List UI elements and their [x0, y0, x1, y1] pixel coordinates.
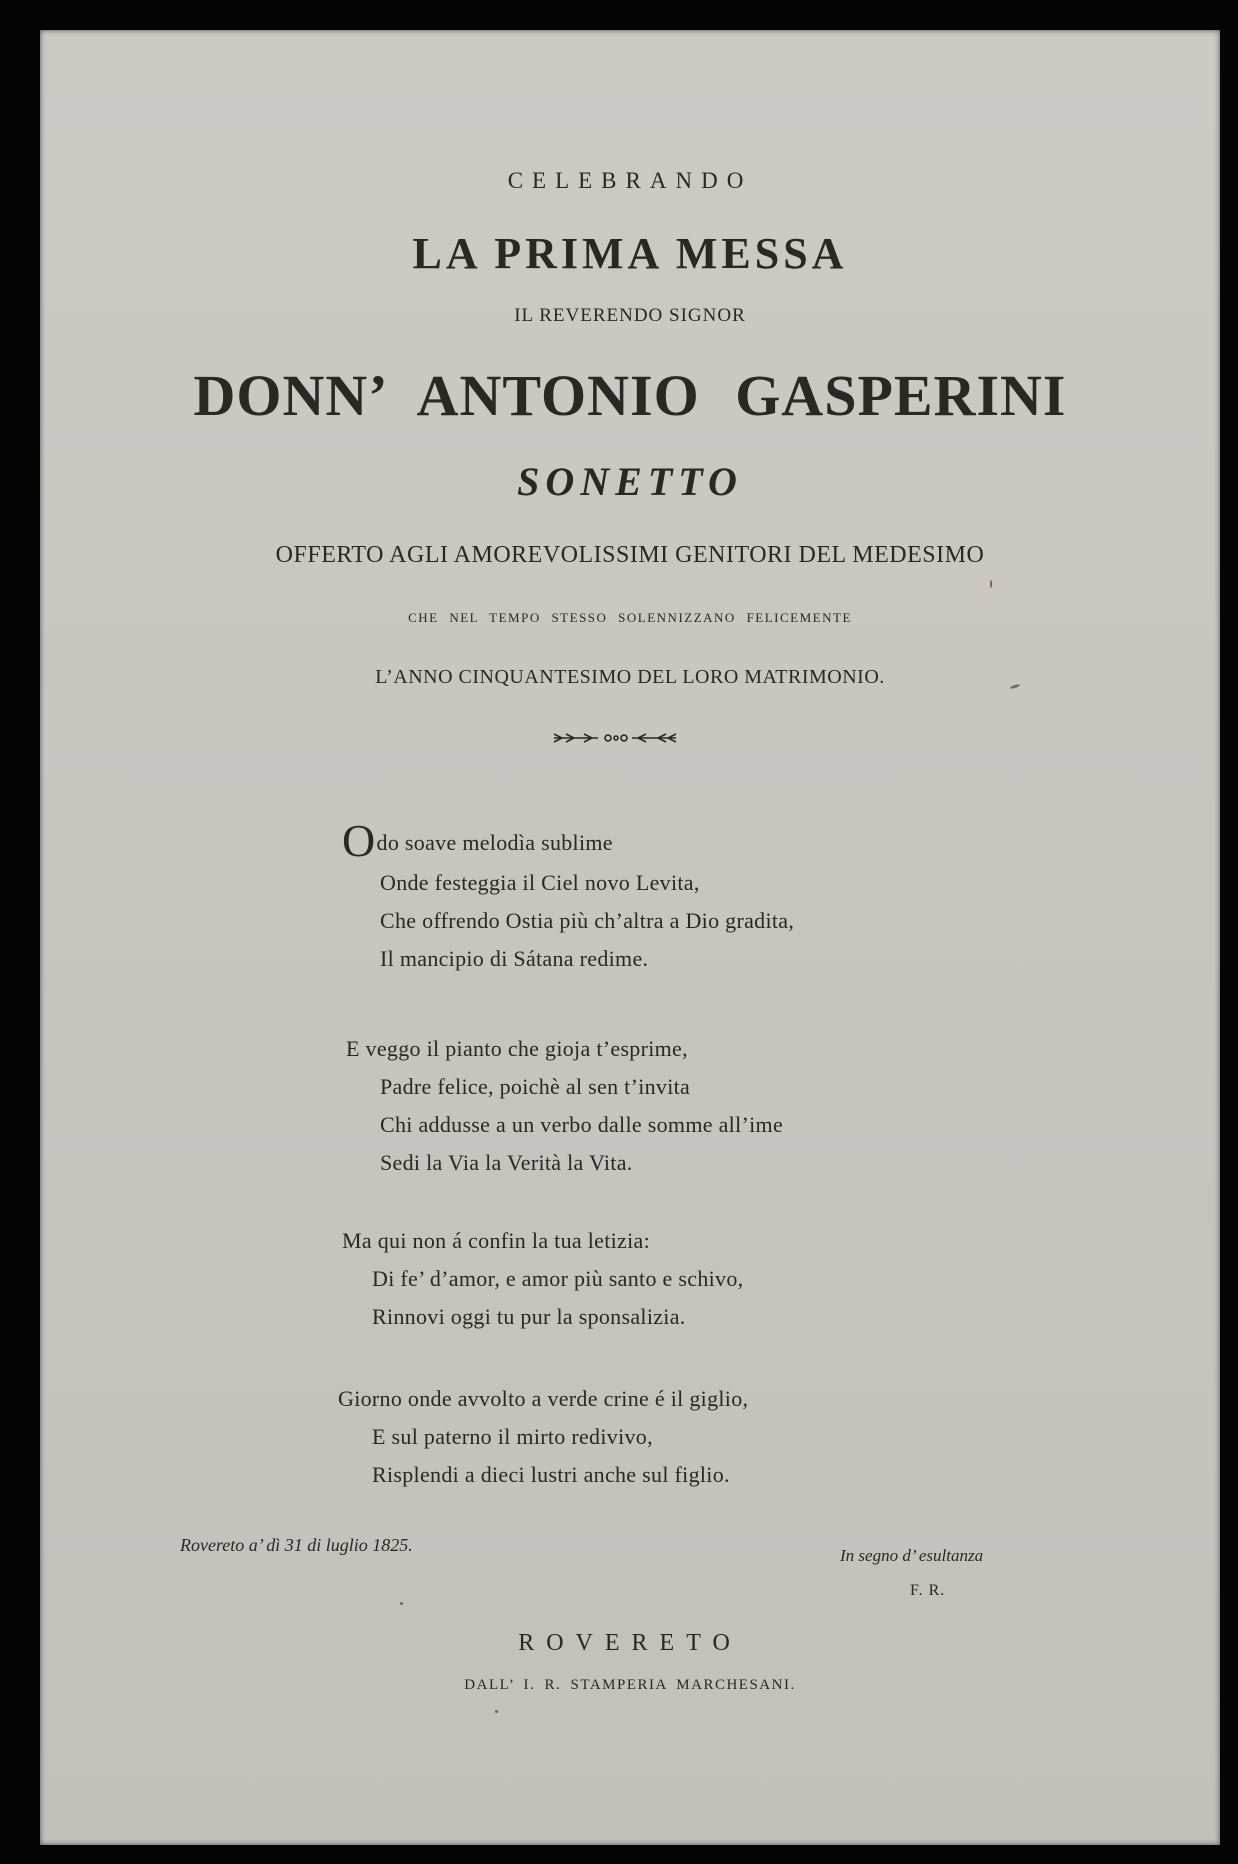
heading-celebrando: CELEBRANDO — [507, 168, 753, 193]
verse-line: Che offrendo Ostia più ch’altra a Dio gradita, — [380, 908, 795, 933]
verse-line: Risplendi a dieci lustri anche sul figlio. — [372, 1462, 730, 1487]
heading-offerto: OFFERTO AGLI AMOREVOLISSIMI GENITORI DEL MEDESIMO — [275, 542, 985, 568]
verse-line: E sul paterno il mirto redivivo, — [372, 1424, 653, 1449]
verse-line: Padre felice, poichè al sen t’invita — [380, 1074, 691, 1099]
verse-text: do soave melodìa sublime — [376, 830, 613, 855]
ornament-divider-icon — [550, 730, 680, 746]
imprint-printer: DALL’ I. R. STAMPERIA MARCHESANI. — [464, 1677, 796, 1693]
verse-line: Chi addusse a un verbo dalle somme all’ime — [380, 1112, 784, 1137]
verse-line: Rinnovi oggi tu pur la sponsalizia. — [372, 1304, 686, 1329]
heading-che-nel-tempo: CHE NEL TEMPO STESSO SOLENNIZZANO FELICEMENTE — [408, 610, 852, 625]
verse-line: Di fe’ d’amor, e amor più santo e schivo, — [372, 1266, 744, 1291]
verse-line: Sedi la Via la Verità la Vita. — [380, 1150, 633, 1175]
heading-anno: L’ANNO CINQUANTESIMO DEL LORO MATRIMONIO. — [375, 666, 885, 688]
verse-line: E veggo il pianto che gioja t’esprime, — [346, 1036, 688, 1061]
heading-reverendo: IL REVERENDO SIGNOR — [514, 305, 746, 326]
verse-line: Ma qui non á confin la tua letizia: — [342, 1228, 651, 1253]
heading-prima-messa: LA PRIMA MESSA — [412, 229, 848, 278]
verse-line: Onde festeggia il Ciel novo Levita, — [380, 870, 700, 895]
place-and-date: Rovereto a’ dì 31 di luglio 1825. — [180, 1535, 413, 1555]
dedication-note: In segno d’ esultanza — [840, 1546, 984, 1565]
paper-stain — [495, 1710, 498, 1713]
paper-stain — [400, 1602, 403, 1605]
verse-line: Giorno onde avvolto a verde crine é il giglio, — [338, 1386, 749, 1411]
heading-sonetto: SONETTO — [517, 459, 743, 504]
imprint-city: ROVERETO — [518, 1630, 742, 1656]
heading-name: DONN’ ANTONIO GASPERINI — [193, 363, 1067, 428]
verse-line: Il mancipio di Sátana redime. — [380, 946, 649, 971]
broadside-sheet — [40, 30, 1220, 1845]
paper-stain — [990, 580, 992, 588]
verse-line — [342, 815, 613, 866]
author-initials: F. R. — [910, 1582, 946, 1599]
drop-cap: O — [342, 815, 376, 866]
